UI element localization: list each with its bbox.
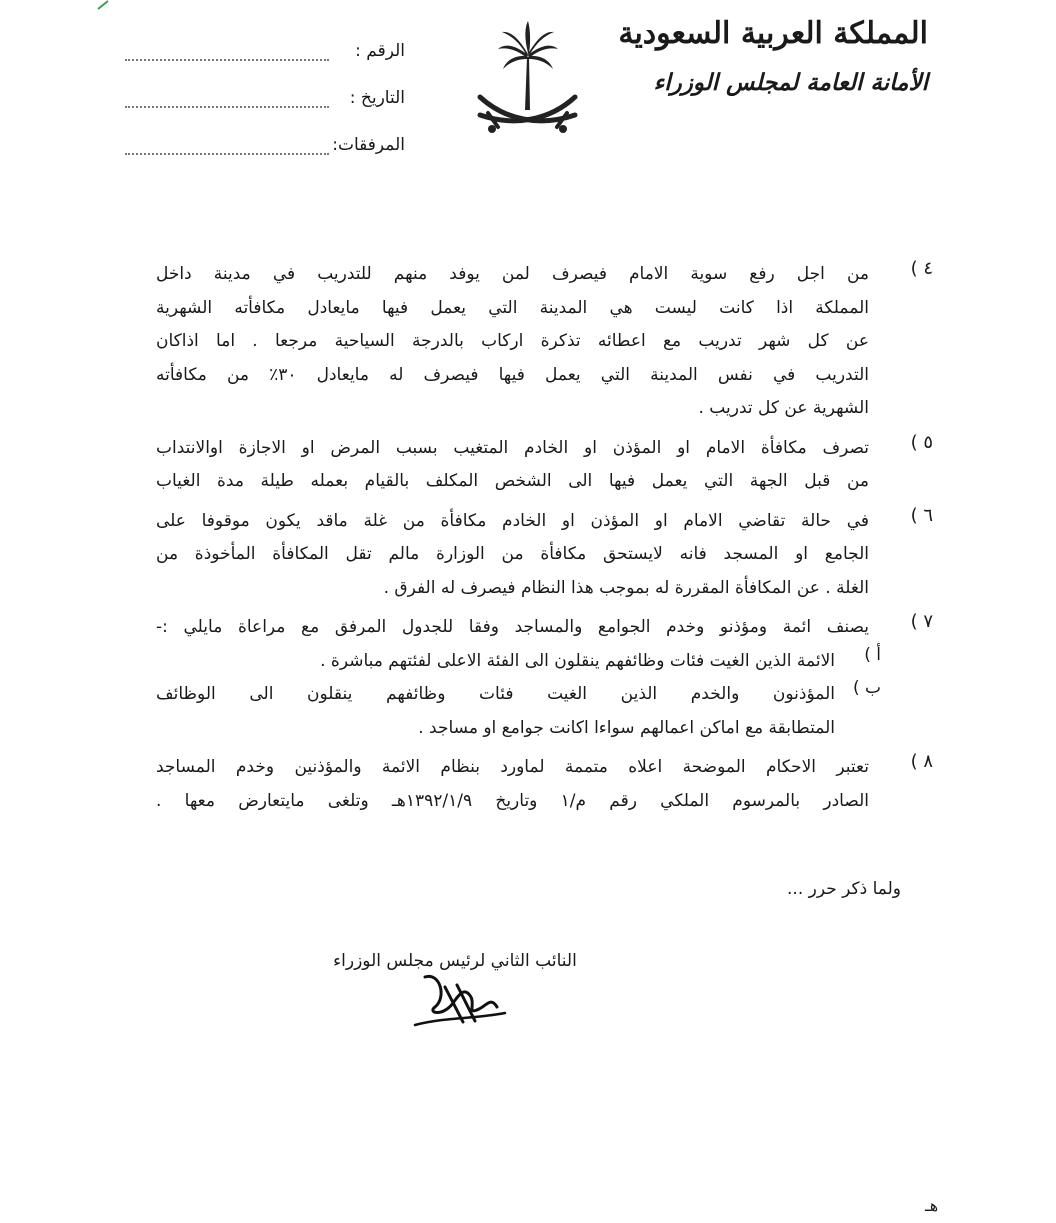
green-corner-mark-icon xyxy=(96,0,112,10)
clause-number: ٧ ) xyxy=(910,611,933,632)
clause-number: ٥ ) xyxy=(910,431,933,453)
clause-number: ٤ ) xyxy=(910,258,933,279)
field-date xyxy=(125,61,405,108)
clause-line: من اجل رفع سوية الامام فيصرف لمن يوفد منهم للتدريب في مدينة داخل xyxy=(156,264,869,284)
sub-clause-mark: أ ) xyxy=(864,644,881,665)
field-attachments-label: المرفقات: xyxy=(332,135,405,155)
signatory-title: النائب الثاني لرئيس مجلس الوزراء xyxy=(333,951,577,971)
letterhead-organization xyxy=(618,14,928,100)
org-name-line2: الأمانة العامة لمجلس الوزراء xyxy=(653,69,928,96)
field-attachments-value xyxy=(125,131,329,155)
clause-line: الشهرية عن كل تدريب . xyxy=(698,398,869,418)
clause-8 xyxy=(156,751,933,818)
field-number xyxy=(125,14,405,61)
clause-4 xyxy=(156,258,933,426)
clause-line: تعتبر الاحكام الموضحة اعلاه متممة لماورد بنظام الائمة والمؤذنين وخدم المساجد xyxy=(156,757,869,777)
saudi-palm-swords-emblem-icon xyxy=(470,15,585,145)
clause-line: التدريب في نفس المدينة التي يعمل فيها فيصرف له مايعادل ٣٠٪ من مكافأته xyxy=(156,364,869,385)
clause-5 xyxy=(156,431,933,499)
clause-7 xyxy=(156,611,933,745)
field-number-label: الرقم : xyxy=(355,41,405,61)
clause-line: يصنف ائمة ومؤذنو وخدم الجوامع والمساجد وفقا للجدول المرفق مع مراعاة مايلي :- xyxy=(156,617,869,637)
clause-line: الغلة . عن المكافأة المقررة له بموجب هذا النظام فيصرف له الفرق . xyxy=(383,577,869,598)
clause-number: ٦ ) xyxy=(910,504,933,526)
clause-line: المملكة اذا كانت ليست هي المدينة التي يعمل فيها مايعادل مكافأته الشهرية xyxy=(156,297,869,318)
clause-line: المتطابقة مع اماكن اعمالهم سواءا اكانت جوامع او مساجد . xyxy=(418,717,835,738)
clause-line: عن كل شهر تدريب مع اعطائه تذكرة اركاب بالدرجة السياحية مرجعا . اما اذاكان xyxy=(156,331,869,351)
clause-line: في حالة تقاضي الامام او المؤذن او الخادم مكافأة من غلة ماقد يكون موقوفا على xyxy=(156,510,869,531)
handwritten-signature-icon xyxy=(405,967,515,1037)
clause-6 xyxy=(156,504,933,606)
clause-line: من قبل الجهة التي يعمل فيها الى الشخص المكلف بالقيام بعمله طيلة مدة الغياب xyxy=(156,471,869,491)
sub-clause-mark: ب ) xyxy=(852,678,881,698)
clause-line: الائمة الذين الغيت فئات وظائفهم ينقلون الى الفئة الاعلى لفئتهم مباشرة . xyxy=(320,650,835,671)
signature-block xyxy=(285,945,625,977)
sub-clause-b xyxy=(156,678,881,745)
field-number-value xyxy=(125,37,329,61)
field-date-value xyxy=(125,84,329,108)
clause-line: الصادر بالمرسوم الملكي رقم م/١ وتاريخ ١٣٩٢/١/٩هـ وتلغى مايتعارض معها . xyxy=(156,790,869,811)
page-footer-mark: هـ xyxy=(925,1196,939,1215)
field-attachments xyxy=(125,108,405,155)
clause-line: الجامع او المسجد فانه لايستحق مكافأة من الوزارة مالم تقل المكافأة المأخوذة من xyxy=(156,544,869,564)
document-body xyxy=(156,258,933,824)
clause-number: ٨ ) xyxy=(910,751,933,772)
reference-fields xyxy=(125,14,405,155)
clause-line: تصرف مكافأة الامام او المؤذن او الخادم المتغيب بسبب المرض او الاجازة اوالانتداب xyxy=(156,437,869,458)
closing-line: ولما ذكر حرر ... xyxy=(787,879,901,899)
org-name-line1: المملكة العربية السعودية xyxy=(618,16,928,51)
clause-line: المؤذنون والخدم الذين الغيت فئات وظائفهم ينقلون الى الوظائف xyxy=(156,684,835,704)
sub-clause-a xyxy=(156,644,881,679)
field-date-label: التاريخ : xyxy=(349,88,405,108)
